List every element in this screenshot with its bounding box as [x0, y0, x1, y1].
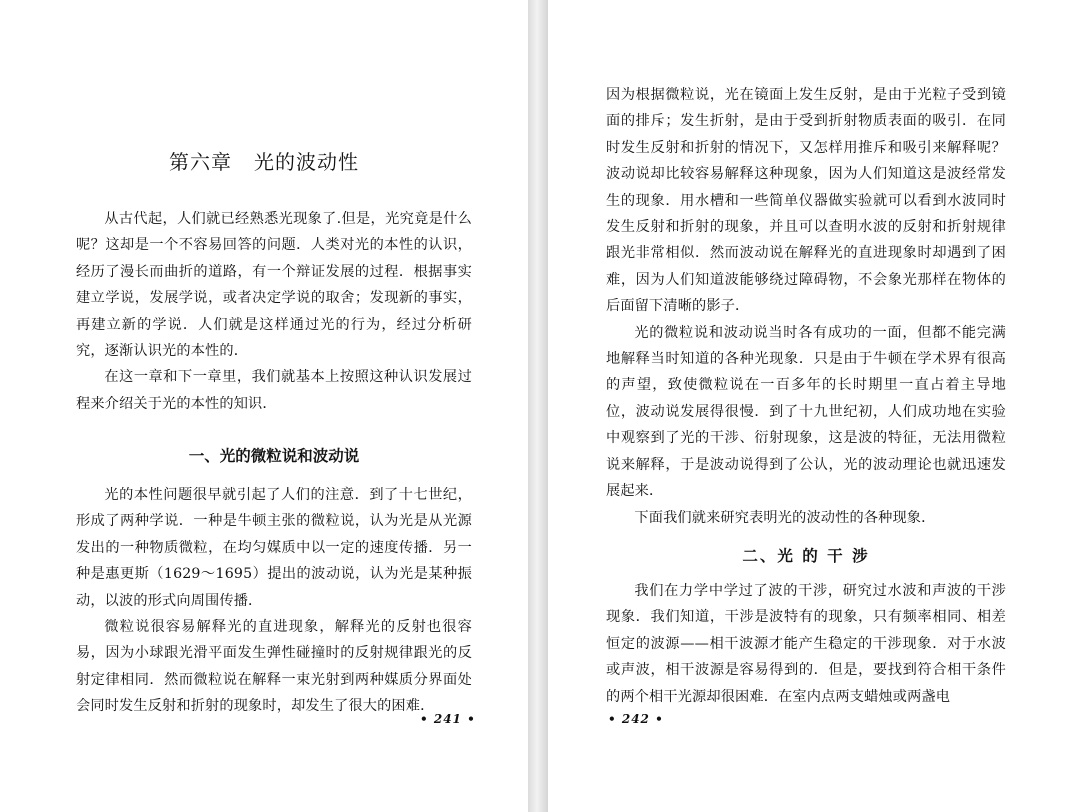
section-2-text: [606, 578, 1006, 710]
chapter-heading: [0, 146, 528, 175]
body-paragraph: 光的微粒说和波动说当时各有成功的一面，但都不能完满地解释当时知道的各种光现象．只是由于牛顿在学术界有很高的声望，致使微粒说在一百多年的长时期里一直占着主导地位，波动说发展得很慢．到了十九世纪初，人们成功地在实验中观察到了光的干涉、衍射现象，这是波的特征，无法用微粒说来解释，于是波动说得到了公认，光的波动理论也就迅速发展起来．: [606, 324, 1006, 500]
right-page: [548, 0, 1080, 812]
intro-paragraph: 从古代起，人们就已经熟悉光现象了.但是，光究竟是什么呢？这却是一个不容易回答的问题．人类对光的本性的认识，经历了漫长而曲折的道路，有一个辩证发展的过程．根据事实建立学说，发展学说，或者决定学说的取舍；发现新的事实，再建立新的学说．人们就是这样通过光的行为，经过分析研究，逐渐认识光的本性的．: [76, 211, 472, 360]
right-continued-text: [606, 82, 1006, 531]
page-number-right: • 242 •: [608, 712, 664, 726]
section-1-text: [76, 482, 472, 720]
book-gutter: [528, 0, 548, 812]
chapter-title: 光的波动性: [254, 150, 359, 174]
intro-paragraph: 在这一章和下一章里，我们就基本上按照这种认识发展过程来介绍关于光的本性的知识．: [76, 369, 472, 412]
left-page: [0, 0, 528, 812]
intro-text: [76, 206, 472, 417]
page-number-left: • 241 •: [420, 712, 476, 726]
section-title-1: 一、光的微粒说和波动说: [188, 447, 360, 465]
continued-paragraph: 因为根据微粒说，光在镜面上发生反射，是由于光粒子受到镜面的排斥；发生折射，是由于受到折射物质表面的吸引．在同时发生反射和折射的情况下，又怎样用推斥和吸引来解释呢？波动说却比较容易解释这种现象，因为人们知道这是波经常发生的现象．用水槽和一些简单仪器做实验就可以看到水波同时发生反射和折射的现象，并且可以查明水波的反射和折射规律跟光非常相似．然而波动说在解释光的直进现象时却遇到了困难，因为人们知道波能够绕过障碍物，不会象光那样在物体的后面留下清晰的影子．: [606, 87, 1006, 315]
chapter-number: 第六章: [169, 150, 232, 174]
section-title-2: 二、光 的 干 涉: [742, 547, 870, 565]
body-paragraph: 下面我们就来研究表明光的波动性的各种现象．: [634, 509, 936, 526]
section-paragraph: 我们在力学中学过了波的干涉，研究过水波和声波的干涉现象．我们知道，干涉是波特有的现象，只有频率相同、相差恒定的波源——相干波源才能产生稳定的干涉现象．对于水波或声波，相干波源是容易得到的．但是，要找到符合相干条件的两个相干光源却很困难．在室内点两支蜡烛或两盏电: [606, 583, 1006, 705]
section-paragraph: 微粒说很容易解释光的直进现象，解释光的反射也很容易，因为小球跟光滑平面发生弹性碰撞时的反射规律跟光的反射定律相同．然而微粒说在解释一束光射到两种媒质分界面处会同时发生反射和折射的现象时，却发生了很大的困难．: [76, 619, 472, 715]
section-paragraph: 光的本性问题很早就引起了人们的注意．到了十七世纪，形成了两种学说．一种是牛顿主张的微粒说，认为光是从光源发出的一种物质微粒，在均匀媒质中以一定的速度传播．另一种是惠更斯（1629～1695）提出的波动说，认为光是某种振动，以波的形式向周围传播．: [76, 487, 472, 609]
